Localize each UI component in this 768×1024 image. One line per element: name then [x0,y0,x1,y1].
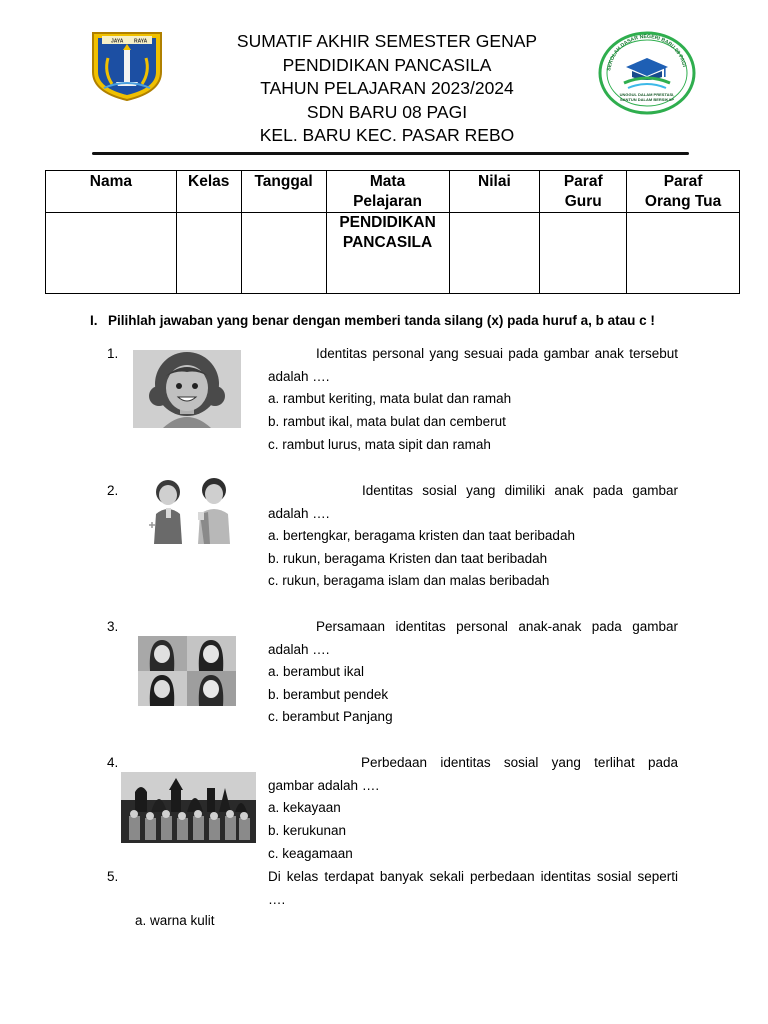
question-5-option-a[interactable]: a. warna kulit [135,913,215,928]
student-info-table [45,170,740,294]
cell-paraf-orang-tua[interactable] [627,213,740,294]
instruction-number: I. [90,313,98,328]
question-2-option-a[interactable]: a. bertengkar, beragama kristen dan taat beribadah [268,528,575,543]
header-mata-pelajaran: Mata Pelajaran [326,171,449,213]
cell-nama[interactable] [46,213,177,294]
table-row [46,213,740,294]
cell-tanggal[interactable] [241,213,326,294]
exam-header [150,30,624,148]
question-1-number: 1. [107,346,119,361]
logo-text-jaya: JAYA [111,38,124,45]
logo-text-school-name: SEKOLAH DASAR NEGERI BARU 08 PAGI [606,33,688,72]
question-5-number: 5. [107,869,119,884]
cell-paraf-guru[interactable] [540,213,627,294]
header-line-address: KEL. BARU KEC. PASAR REBO [259,125,515,145]
header-kelas: Kelas [176,171,241,213]
logo-text-motto-1: UNGGUL DALAM PRESTASI, [619,92,675,97]
places-of-worship-image [121,772,256,843]
header-nama: Nama [46,171,177,213]
question-1-option-a[interactable]: a. rambut keriting, mata bulat dan ramah [268,391,512,406]
question-3-number: 3. [107,619,119,634]
question-3-option-a[interactable]: a. berambut ikal [268,664,365,679]
question-2-option-c[interactable]: c. rukun, beragama islam dan malas beribadah [268,573,550,588]
question-4-option-c[interactable]: c. keagamaan [268,846,353,861]
question-2-number: 2. [107,483,119,498]
header-paraf-guru: Paraf Guru [540,171,627,213]
cell-kelas[interactable] [176,213,241,294]
header-line-school-year: TAHUN PELAJARAN 2023/2024 [260,78,514,98]
header-divider [92,152,689,155]
question-2-text: Identitas sosial yang dimiliki anak pada gambar adalah …. [268,483,678,521]
question-4-number: 4. [107,755,119,770]
question-4-option-a[interactable]: a. kekayaan [268,800,341,815]
question-3-text: Persamaan identitas personal anak-anak pada gambar adalah …. [268,619,678,657]
question-3-option-c[interactable]: c. berambut Panjang [268,709,393,724]
cell-nilai[interactable] [449,213,540,294]
instruction-text: Pilihlah jawaban yang benar dengan memberi tanda silang (x) pada huruf a, b atau c ! [108,313,655,328]
table-header-row [46,171,740,213]
header-line-subject: PENDIDIKAN PANCASILA [282,54,492,75]
question-2-option-b[interactable]: b. rukun, beragama Kristen dan taat beribadah [268,551,548,566]
question-4-text: Perbedaan identitas sosial yang terlihat pada gambar adalah …. [268,755,678,793]
curly-hair-girl-image [133,350,241,428]
question-1-option-b[interactable]: b. rambut ikal, mata bulat dan cemberut [268,414,506,429]
header-line-school-name: SDN BARU 08 PAGI [306,101,468,122]
praying-children-image [142,476,236,544]
logo-text-raya: RAYA [134,38,148,45]
header-tanggal: Tanggal [241,171,326,213]
question-1-text: Identitas personal yang sesuai pada gambar anak tersebut adalah …. [268,346,678,384]
instruction [90,312,680,330]
logo-text-motto-2: SANTUN DALAM BERSIKAP [620,97,674,102]
header-paraf-orang-tua: Paraf Orang Tua [627,171,740,213]
header-nilai: Nilai [449,171,540,213]
question-1-option-c[interactable]: c. rambut lurus, mata sipit dan ramah [268,437,491,452]
header-line-exam-title: SUMATIF AKHIR SEMESTER GENAP [236,31,538,51]
question-4-option-b[interactable]: b. kerukunan [268,823,347,838]
long-hair-girls-image [138,636,236,706]
question-5-text: Di kelas terdapat banyak sekali perbedaan identitas sosial seperti …. [268,869,678,907]
question-3-option-b[interactable]: b. berambut pendek [268,687,389,702]
cell-mata-pelajaran: PENDIDIKAN PANCASILA [326,213,449,294]
school-logo [598,31,696,115]
